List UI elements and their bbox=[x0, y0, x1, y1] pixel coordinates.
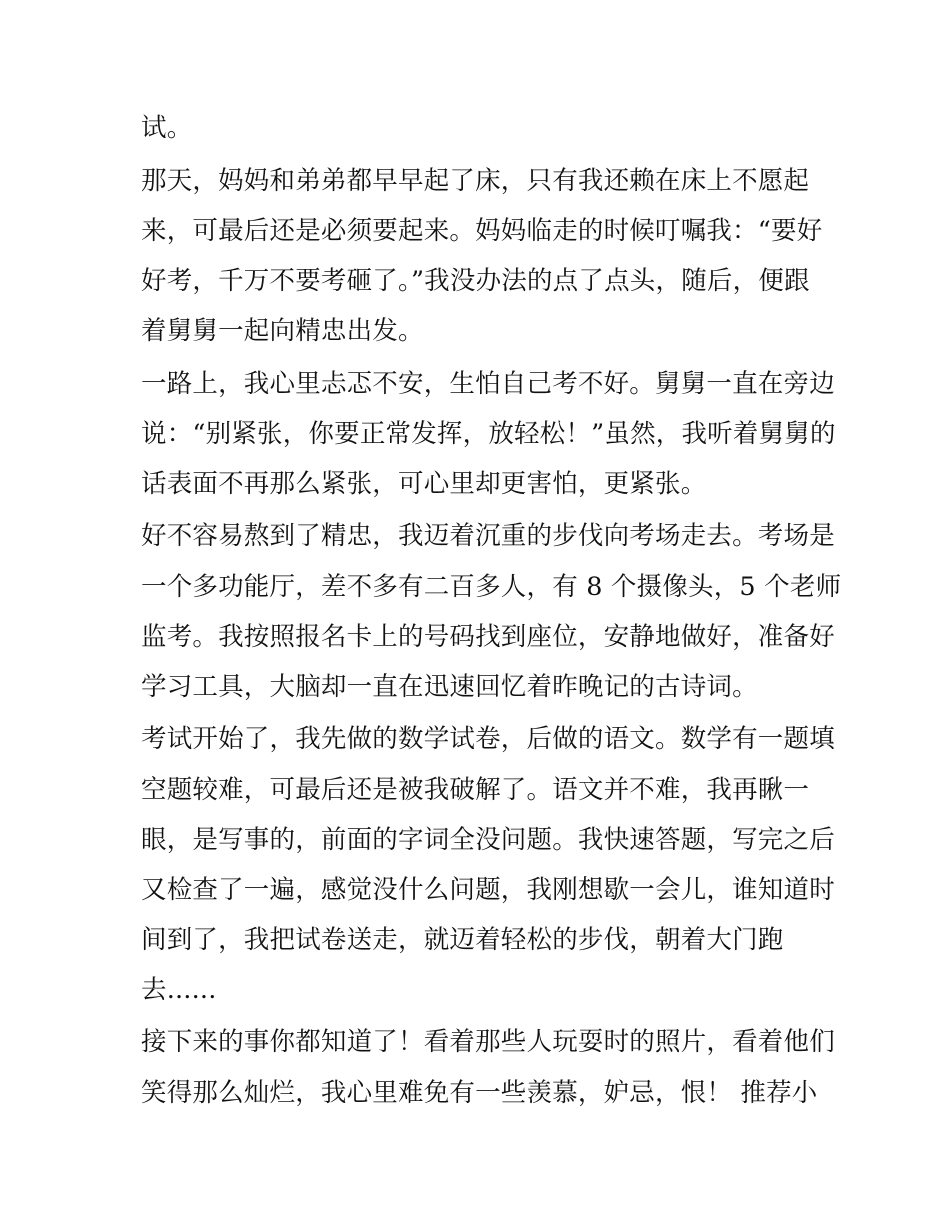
text-line: 好考，千万不要考砸了。”我没办法的点了点头，随后，便跟 bbox=[141, 266, 810, 296]
text-line: 说：“别紧张，你要正常发挥，放轻松！”虽然，我听着舅舅的 bbox=[141, 419, 836, 449]
text-line: 间到了，我把试卷送走，就迈着轻松的步伐，朝着大门跑 bbox=[141, 925, 784, 955]
text-line: 来，可最后还是必须要起来。妈妈临走的时候叮嘱我：“要好 bbox=[141, 216, 823, 246]
text-line: 监考。我按照报名卡上的号码找到座位，安静地做好，准备好 bbox=[141, 622, 835, 652]
text-line: 试。 bbox=[141, 113, 193, 143]
text-line: 考试开始了，我先做的数学试卷，后做的语文。数学有一题填 bbox=[141, 724, 835, 754]
text-line: 眼，是写事的，前面的字词全没问题。我快速答题，写完之后 bbox=[141, 825, 835, 855]
text-line: 空题较难，可最后还是被我破解了。语文并不难，我再瞅一 bbox=[141, 775, 810, 805]
text-line: 好不容易熬到了精忠，我迈着沉重的步伐向考场走去。考场是 bbox=[141, 521, 835, 551]
text-line: 一个多功能厅，差不多有二百多人，有 8 个摄像头，5 个老师 bbox=[141, 572, 842, 602]
text-line: 接下来的事你都知道了！看着那些人玩耍时的照片，看着他们 bbox=[141, 1027, 835, 1057]
text-line: 又检查了一遍，感觉没什么问题，我刚想歇一会儿，谁知道时 bbox=[141, 875, 835, 905]
text-line: 学习工具，大脑却一直在迅速回忆着昨晚记的古诗词。 bbox=[141, 672, 758, 702]
text-line: 笑得那么灿烂，我心里难免有一些羡慕，妒忌，恨！ 推荐小 bbox=[141, 1078, 818, 1108]
text-line: 着舅舅一起向精忠出发。 bbox=[141, 316, 424, 346]
text-line: 一路上，我心里忐忑不安，生怕自己考不好。舅舅一直在旁边 bbox=[141, 369, 835, 399]
text-line: 去...... bbox=[141, 975, 217, 1005]
text-line: 那天，妈妈和弟弟都早早起了床，只有我还赖在床上不愿起 bbox=[141, 166, 810, 196]
text-line: 话表面不再那么紧张，可心里却更害怕，更紧张。 bbox=[141, 469, 707, 499]
